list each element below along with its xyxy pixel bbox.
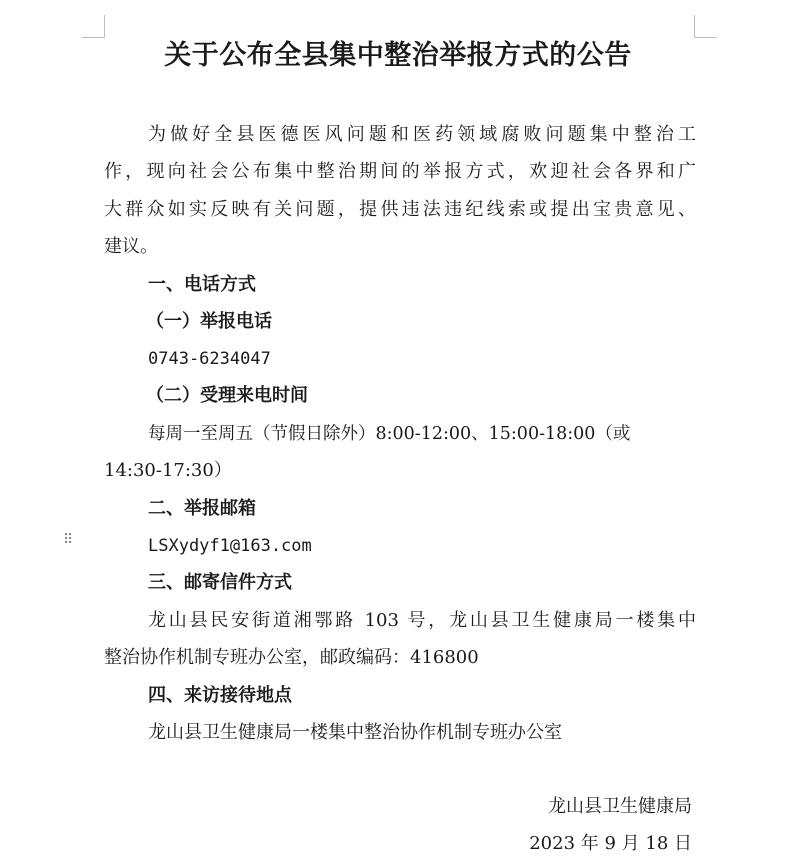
mail-address-line-2: 整治协作机制专班办公室，邮政编码：416800 (104, 647, 479, 668)
section-visit-heading: 四、来访接待地点 (148, 685, 292, 706)
intro-line-3: 大群众如实反映有关问题，提供违法违纪线索或提出宝贵意见、 (104, 199, 696, 220)
section-mail-heading: 三、邮寄信件方式 (148, 572, 292, 593)
visit-address: 龙山县卫生健康局一楼集中整治协作机制专班办公室 (148, 722, 562, 743)
report-email-address: LSXydyf1@163.com (148, 536, 312, 556)
document-title: 关于公布全县集中整治举报方式的公告 (164, 40, 632, 71)
section-email-heading: 二、举报邮箱 (148, 498, 256, 519)
page-margin-corner-top-left (82, 15, 105, 38)
mail-address-line-1: 龙山县民安街道湘鄂路 103 号，龙山县卫生健康局一楼集中 (148, 610, 696, 631)
page-margin-corner-top-right (694, 15, 717, 38)
hours-line-2: 14:30-17:30） (104, 460, 232, 481)
signature-organization: 龙山县卫生健康局 (548, 796, 692, 817)
signature-date: 2023 年 9 月 18 日 (529, 833, 692, 854)
hotline-number: 0743-6234047 (148, 349, 271, 369)
intro-line-2: 作，现向社会公布集中整治期间的举报方式，欢迎社会各界和广 (104, 161, 696, 182)
hours-line-1: 每周一至周五（节假日除外）8:00-12:00、15:00-18:00（或 (148, 424, 631, 444)
paragraph-drag-handle-icon[interactable]: ⠿ (63, 532, 73, 548)
hotline-subheading: （一）举报电话 (146, 311, 272, 332)
intro-line-4: 建议。 (104, 236, 158, 257)
section-phone-heading: 一、电话方式 (148, 274, 256, 295)
hours-subheading: （二）受理来电时间 (146, 385, 308, 406)
intro-line-1: 为做好全县医德医风问题和医药领域腐败问题集中整治工 (148, 124, 696, 145)
